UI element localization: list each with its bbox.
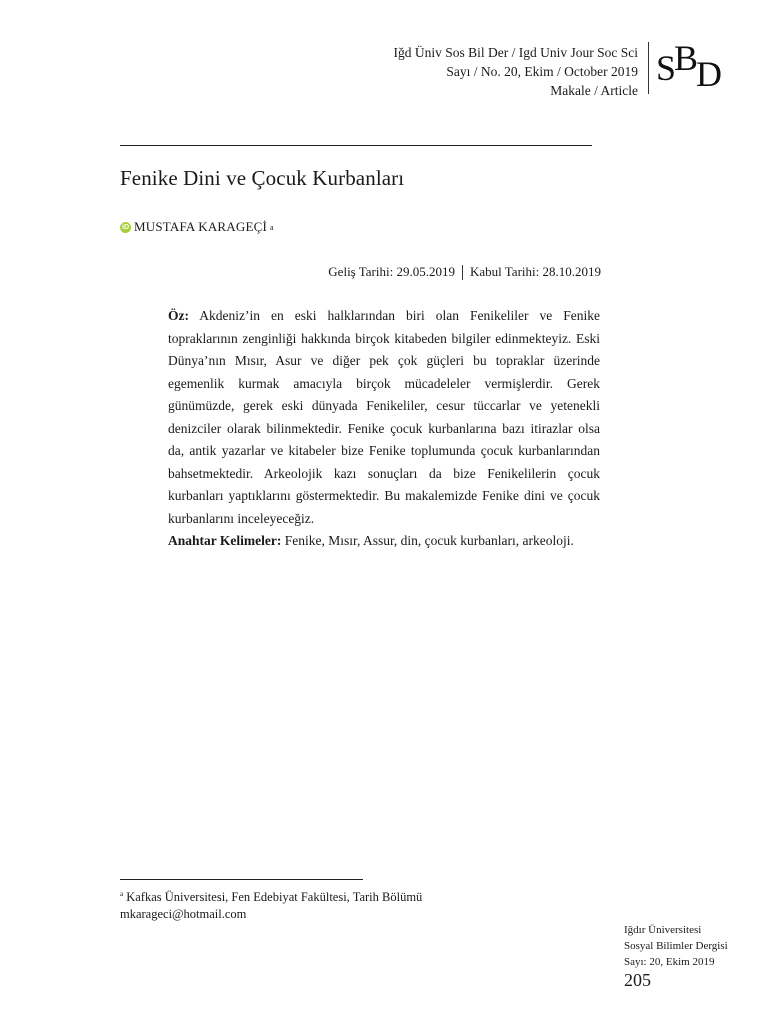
journal-short-title: Iğd Üniv Sos Bil Der / Igd Univ Jour Soc Sci bbox=[393, 45, 638, 60]
footer-university: Iğdır Üniversitesi bbox=[624, 924, 702, 936]
author-name: MUSTAFA KARAGEÇİ bbox=[134, 219, 268, 234]
footnote-superscript: a bbox=[120, 890, 124, 898]
journal-footer bbox=[624, 922, 728, 970]
footer-journal: Sosyal Bilimler Dergisi bbox=[624, 940, 728, 952]
orcid-icon[interactable]: iD bbox=[122, 223, 129, 231]
footer-issue: Sayı: 20, Ekim 2019 bbox=[624, 956, 715, 968]
received-date: Geliş Tarihi: 29.05.2019 bbox=[328, 264, 455, 279]
article-dates bbox=[328, 264, 601, 280]
journal-logo bbox=[656, 40, 736, 96]
header-divider bbox=[648, 42, 649, 94]
article-type: Makale / Article bbox=[550, 83, 638, 98]
title-rule bbox=[120, 145, 592, 146]
logo-letter-d: D bbox=[696, 54, 722, 94]
logo-letter-s: S bbox=[656, 48, 677, 88]
author-row bbox=[120, 219, 274, 235]
affiliation bbox=[120, 886, 422, 906]
article-title: Fenike Dini ve Çocuk Kurbanları bbox=[120, 166, 405, 190]
abstract-body bbox=[168, 305, 600, 530]
abstract-label: Öz: bbox=[168, 308, 189, 323]
affiliation-text: Kafkas Üniversitesi, Fen Edebiyat Fakültesi, Tarih Bölümü bbox=[123, 890, 423, 905]
footnote bbox=[120, 886, 422, 923]
keywords-text: Fenike, Mısır, Assur, din, çocuk kurbanları, arkeoloji. bbox=[281, 533, 574, 548]
issue-info: Sayı / No. 20, Ekim / October 2019 bbox=[446, 64, 638, 79]
abstract bbox=[168, 305, 600, 553]
author-email[interactable]: mkarageci@hotmail.com bbox=[120, 907, 247, 922]
abstract-text: Akdeniz’in en eski halklarından biri olan Fenikeliler ve Fenike topraklarının zenginliği hakkında birçok kitabeden bilgiler edinmekteyiz. Eski Dünya’nın Mısır, Asur ve diğer pek çok güçleri bu topraklar üzerinde egemenlik kurmak amacıyla birçok mücadeleler vermişlerdir. Gerek günümüzde, gerek eski dünyada Fenikeliler, cesur tüccarlar ve yetenekli denizciler olarak bilinmektedir. Fenike çocuk kurbanlarına bazı itirazlar olsa da, antik yazarlar ve kitabeler bize Fenike toplumunda çocuk kurbanlarından bahsetmektedir. Arkeolojik kazı sonuçları da bize Fenikelilerin çocuk kurbanları yaptıklarını göstermektedir. Bu makalemizde Fenike dini ve çocuk kurbanlarını inceleyeceğiz. bbox=[168, 308, 600, 526]
footnote-rule bbox=[120, 879, 363, 880]
page-number: 205 bbox=[624, 970, 651, 990]
keywords bbox=[168, 530, 600, 553]
author-superscript: a bbox=[270, 222, 274, 232]
accepted-date: Kabul Tarihi: 28.10.2019 bbox=[469, 264, 601, 279]
logo-letter-b: B bbox=[674, 38, 699, 78]
journal-header bbox=[394, 43, 639, 100]
dates-separator bbox=[462, 265, 463, 280]
keywords-label: Anahtar Kelimeler: bbox=[168, 533, 282, 548]
